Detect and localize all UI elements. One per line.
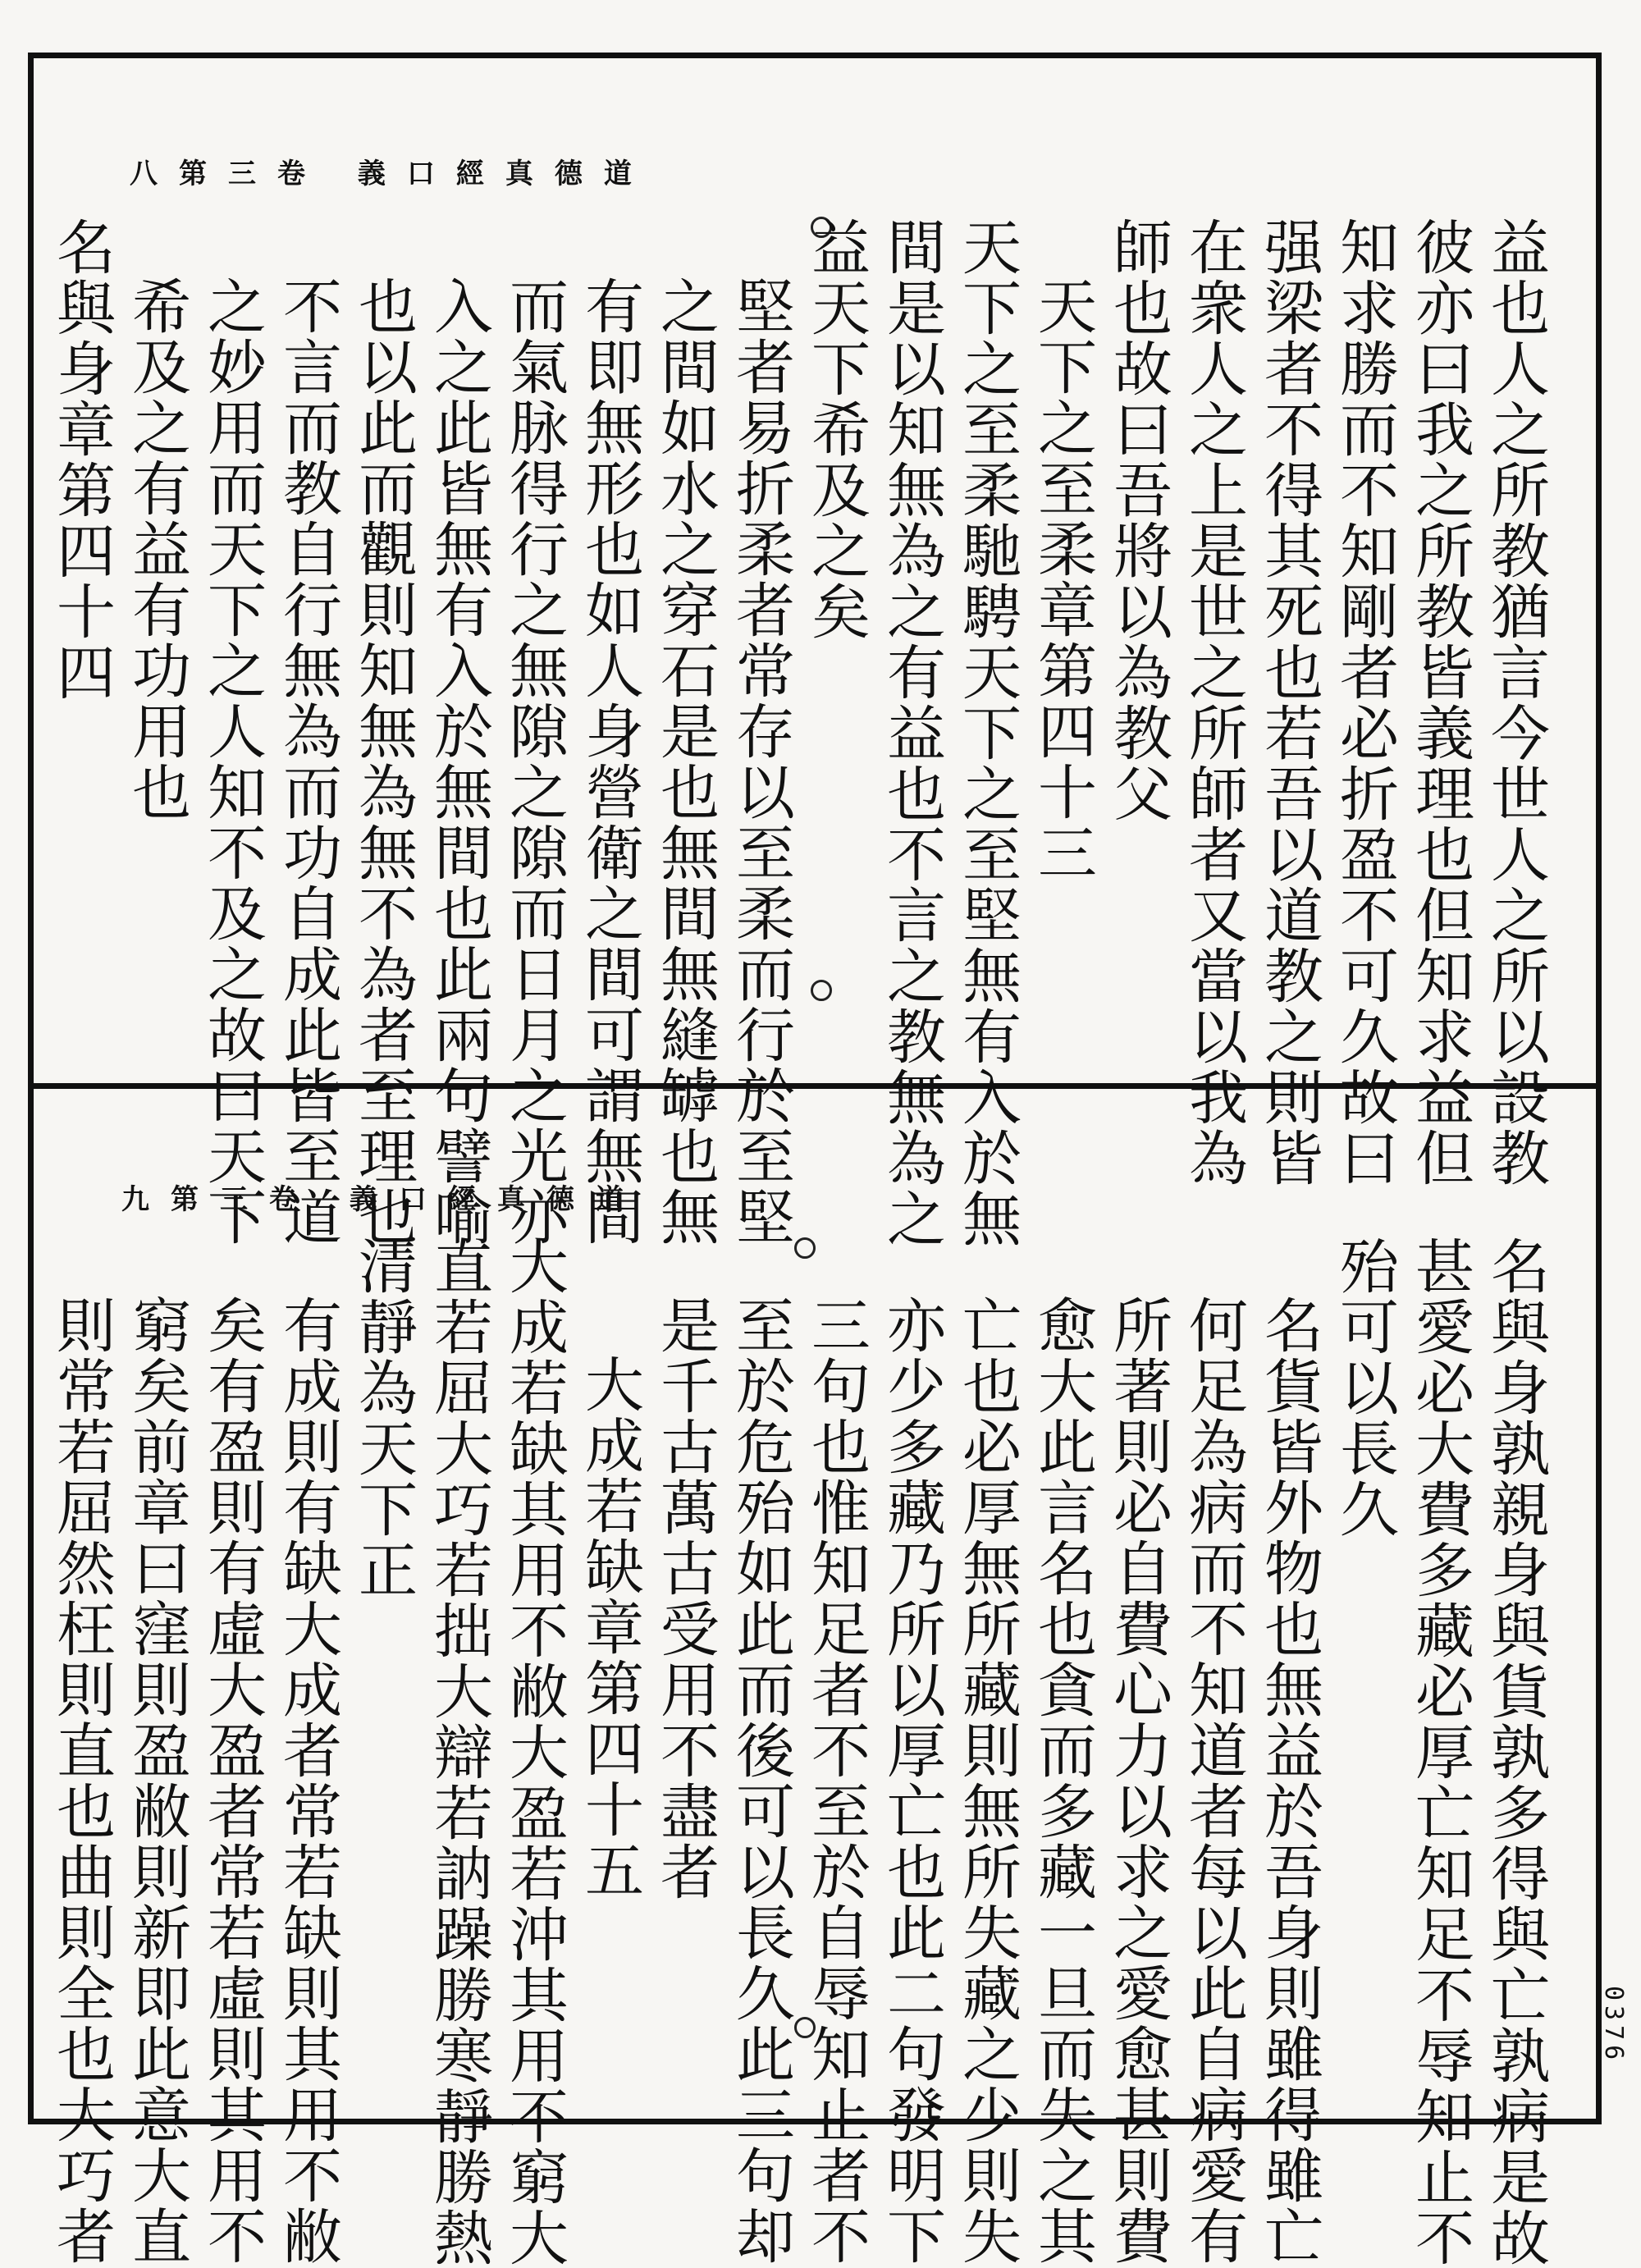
text-column: 不言而教自行無為而功自成此皆至道 [273, 276, 342, 1247]
text-column: 知求勝而不知剛者必折盈不可久故曰 [1330, 217, 1399, 1188]
text-column: 而氣脉得行之無隙之隙而日月之光亦 [500, 276, 569, 1247]
text-column: 名與身孰親身與貨孰多得與亡孰病是故 [1481, 1236, 1550, 2268]
text-column: 强梁者不得其死也若吾以道教之則皆 [1255, 217, 1323, 1188]
text-column: 希及之有益有功用也 [122, 276, 191, 822]
page-number: 0376 [1599, 1986, 1628, 2065]
text-column: 至於危殆如此而後可以長久此三句却 [726, 1295, 795, 2266]
text-column: 三句也惟知足者不至於自辱知止者不 [802, 1295, 871, 2266]
text-column: 何足為病而不知道者每以此自病愛有 [1179, 1295, 1248, 2266]
text-column: 天下之至柔馳騁天下之至堅無有入於無 [953, 217, 1022, 1249]
text-column: 則常若屈然枉則直也曲則全也大巧者 [47, 1295, 116, 2266]
text-column: 天下之至柔章第四十三 [1028, 276, 1097, 883]
text-column: 益也人之所教猶言今世人之所以設教 [1481, 217, 1550, 1188]
text-column: 有即無形也如人身營衛之間可謂無間 [575, 276, 644, 1247]
text-column: 名與身章第四十四 [47, 217, 116, 702]
text-column: 所著則必自費心力以求之愛愈甚則費 [1104, 1295, 1172, 2266]
text-column: 之間如水之穿石是也無間無縫罅也無 [651, 276, 720, 1247]
text-column: 窮矣前章曰窪則盈敝則新即此意大直 [122, 1295, 191, 2266]
text-column: 直若屈大巧若拙大辯若訥躁勝寒靜勝熱 [424, 1236, 493, 2268]
text-column: 在衆人之上是世之所師者又當以我為 [1179, 217, 1248, 1188]
text-column: 名貨皆外物也無益於吾身則雖得雖亡 [1255, 1295, 1323, 2266]
text-column: 是千古萬古受用不盡者 [651, 1295, 720, 1902]
text-column: 愈大此言名也貪而多藏一旦而失之其 [1028, 1295, 1097, 2266]
text-column: 有成則有缺大成者常若缺則其用不敝 [273, 1295, 342, 2266]
running-head-upper: 道德真經口義 卷三第八 [130, 158, 653, 190]
lower-text-columns [47, 1236, 1553, 2268]
text-column: 間是以知無為之有益也不言之教無為之 [877, 217, 946, 1249]
text-column: 大成若缺章第四十五 [575, 1354, 644, 1900]
text-column: 益天下希及之矣 [802, 217, 871, 642]
text-column: 清靜為天下正 [349, 1236, 418, 1600]
lower-page [39, 1088, 1602, 2268]
text-column: 矣有盈則有虛大盈者常若虛則其用不 [198, 1295, 267, 2266]
text-column: 彼亦曰我之所教皆義理也但知求益但 [1406, 217, 1474, 1188]
text-column: 亡也必厚無所藏則無所失藏之少則失 [953, 1295, 1022, 2266]
text-column: 也以此而觀則知無為無不為者至理也 [349, 276, 418, 1247]
text-column: 堅者易折柔者常存以至柔而行於至堅 [726, 276, 795, 1247]
running-head-lower: 道德真經口義 卷三第九 [121, 1183, 645, 1216]
text-column: 師也故曰吾將以為教父 [1104, 217, 1172, 824]
text-column: 殆可以長久 [1330, 1236, 1399, 1539]
text-column: 之妙用而天下之人知不及之故曰天下 [198, 276, 267, 1247]
text-column: 亦少多藏乃所以厚亡也此二句發明下 [877, 1295, 946, 2266]
text-column: 大成若缺其用不敝大盈若沖其用不窮大 [500, 1236, 569, 2268]
text-column: 甚愛必大費多藏必厚亡知足不辱知止不 [1406, 1236, 1474, 2268]
text-column: 入之此皆無有入於無間也此兩句譬喻 [424, 276, 493, 1247]
